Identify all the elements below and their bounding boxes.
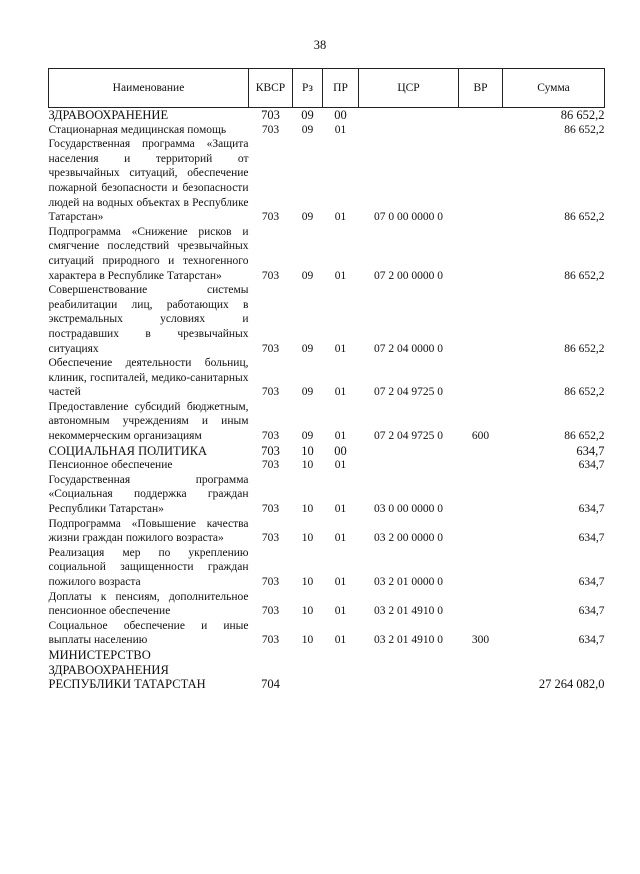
cell-name: Реализация мер по укреплению социальной защищенности граждан пожилого возраста [48,546,249,588]
column-header-rz: Рз [293,69,323,108]
cell-vr [459,473,503,517]
cell-vr [459,648,503,692]
cell-vr [459,123,503,138]
table-row [49,473,605,517]
cell-kvsr: 703 [261,459,280,472]
cell-name: Государственная программа «Социальная поддержка граждан Республики Татарстан» [48,473,249,516]
table-row [49,400,605,444]
cell-kvsr: 703 [261,211,280,224]
budget-table [48,68,605,692]
cell-vr [459,444,503,459]
cell-pr: 01 [334,123,347,136]
column-header-pr: ПР [323,69,359,108]
cell-kvsr: 703 [261,123,280,136]
cell-pr: 01 [334,532,347,545]
table-row [49,123,605,138]
cell-pr: 01 [334,634,347,647]
cell-name: Доплаты к пенсиям, дополнительное пенсионное обеспечение [48,590,249,618]
cell-pr: 01 [334,503,347,516]
cell-csr: 03 2 01 0000 0 [374,576,443,588]
cell-csr: 07 2 04 9725 0 [374,386,443,399]
table-body [49,108,605,692]
cell-sum: 634,7 [578,459,605,472]
cell-rz [293,648,323,692]
cell-name: Предоставление субсидий бюджетным, автономным учреждениям и иным некоммерческим организациям [48,400,249,443]
cell-csr: 07 0 00 0000 0 [374,211,443,224]
cell-csr [359,123,459,138]
cell-kvsr: 704 [261,677,280,692]
cell-kvsr: 703 [261,443,280,458]
cell-csr: 03 2 00 0000 0 [374,532,443,545]
column-header-kvsr: КВСР [249,69,293,108]
cell-csr: 07 2 04 9725 0 [374,430,443,443]
cell-vr: 600 [471,430,490,443]
cell-rz: 09 [301,342,314,355]
table-row [49,517,605,546]
cell-rz: 10 [301,459,314,472]
cell-sum: 634,7 [578,503,605,516]
cell-kvsr: 703 [261,108,280,122]
cell-rz: 09 [301,386,314,399]
cell-sum: 634,7 [578,605,605,618]
cell-kvsr: 703 [261,503,280,516]
cell-sum: 634,7 [578,532,605,545]
table-row [49,648,605,692]
table-row [49,590,605,619]
cell-rz: 10 [301,503,314,516]
table-header [49,69,605,108]
cell-sum: 86 652,2 [564,211,605,224]
cell-rz: 10 [301,532,314,545]
cell-csr [359,458,459,473]
cell-rz: 10 [301,634,314,647]
cell-csr: 07 2 00 0000 0 [374,269,443,282]
cell-vr: 300 [471,634,490,647]
cell-vr [459,137,503,225]
cell-kvsr: 703 [261,386,280,399]
cell-pr [323,648,359,692]
cell-name: ЗДРАВООХРАНЕНИЕ [48,108,169,122]
table-row [49,356,605,400]
cell-vr [459,590,503,619]
table-row [49,108,605,123]
cell-kvsr: 703 [261,605,280,618]
cell-vr [459,356,503,400]
cell-pr: 01 [334,342,347,355]
cell-sum: 634,7 [576,443,605,458]
cell-csr: 07 2 04 0000 0 [374,342,443,355]
table-row [49,458,605,473]
cell-name: Обеспечение деятельности больниц, клиник, госпиталей, медико-санитарных частей [48,357,249,399]
cell-pr: 00 [334,443,347,458]
cell-name: Подпрограмма «Снижение рисков и смягчение последствий чрезвычайных ситуаций природного и техногенного характера в Республике Татарстан» [48,225,249,282]
cell-sum: 86 652,2 [564,269,605,282]
column-header-vr: ВР [459,69,503,108]
cell-name: Подпрограмма «Повышение качества жизни граждан пожилого возраста» [48,517,249,545]
cell-rz: 09 [301,123,314,136]
page-number: 38 [313,38,327,52]
table-row [49,619,605,648]
cell-name: Государственная программа «Защита населения и территорий от чрезвычайных ситуаций, обеспечение пожарной безопасности и безопасности людей на водных объектах в Республике Татарстан» [48,138,249,224]
cell-name: Социальное обеспечение и иные выплаты населению [48,619,249,647]
table-row [49,225,605,283]
cell-name: Стационарная медицинская помощь [48,123,227,136]
column-header-sum: Сумма [503,69,605,108]
cell-csr: 03 0 00 0000 0 [374,503,443,516]
cell-kvsr: 703 [261,342,280,355]
cell-rz: 09 [301,211,314,224]
cell-csr: 03 2 01 4910 0 [374,634,443,647]
cell-name: МИНИСТЕРСТВО ЗДРАВООХРАНЕНИЯ РЕСПУБЛИКИ ТАТАРСТАН [48,647,206,692]
cell-sum: 634,7 [578,634,605,647]
cell-rz: 10 [301,576,314,588]
cell-vr [459,283,503,356]
cell-kvsr: 703 [261,269,280,282]
cell-pr: 01 [334,430,347,443]
cell-rz: 09 [301,108,314,122]
cell-kvsr: 703 [261,430,280,443]
column-header-name: Наименование [49,69,249,108]
cell-rz: 10 [301,605,314,618]
cell-pr: 01 [334,605,347,618]
cell-sum: 86 652,2 [564,386,605,399]
cell-name: СОЦИАЛЬНАЯ ПОЛИТИКА [48,443,208,458]
cell-rz: 09 [301,430,314,443]
table-row [49,283,605,356]
cell-sum: 86 652,2 [560,108,605,122]
cell-vr [459,517,503,546]
cell-csr [359,648,459,692]
header-row [49,69,605,108]
table-row [49,546,605,590]
cell-rz: 09 [301,269,314,282]
cell-vr [459,546,503,590]
cell-kvsr: 703 [261,634,280,647]
cell-vr [459,458,503,473]
cell-pr: 01 [334,269,347,282]
cell-pr: 01 [334,211,347,224]
cell-kvsr: 703 [261,576,280,588]
cell-name: Пенсионное обеспечение [48,459,173,472]
cell-rz: 10 [301,443,314,458]
cell-name: Совершенствование системы реабилитации лиц, работающих в экстремальных условиях и пострадавших в чрезвычайных ситуациях [48,284,249,355]
cell-sum: 27 264 082,0 [538,677,605,692]
cell-pr: 00 [334,108,347,122]
table-row [49,444,605,459]
cell-kvsr: 703 [261,532,280,545]
cell-csr [359,108,459,123]
table-row [49,137,605,225]
cell-vr [459,225,503,283]
cell-sum: 86 652,2 [564,342,605,355]
cell-sum: 86 652,2 [564,430,605,443]
cell-csr [359,444,459,459]
cell-sum: 634,7 [578,576,605,588]
cell-pr: 01 [334,459,347,472]
column-header-csr: ЦСР [359,69,459,108]
cell-pr: 01 [334,576,347,588]
cell-sum: 86 652,2 [564,123,605,136]
cell-vr [459,108,503,123]
cell-csr: 03 2 01 4910 0 [374,605,443,618]
cell-pr: 01 [334,386,347,399]
